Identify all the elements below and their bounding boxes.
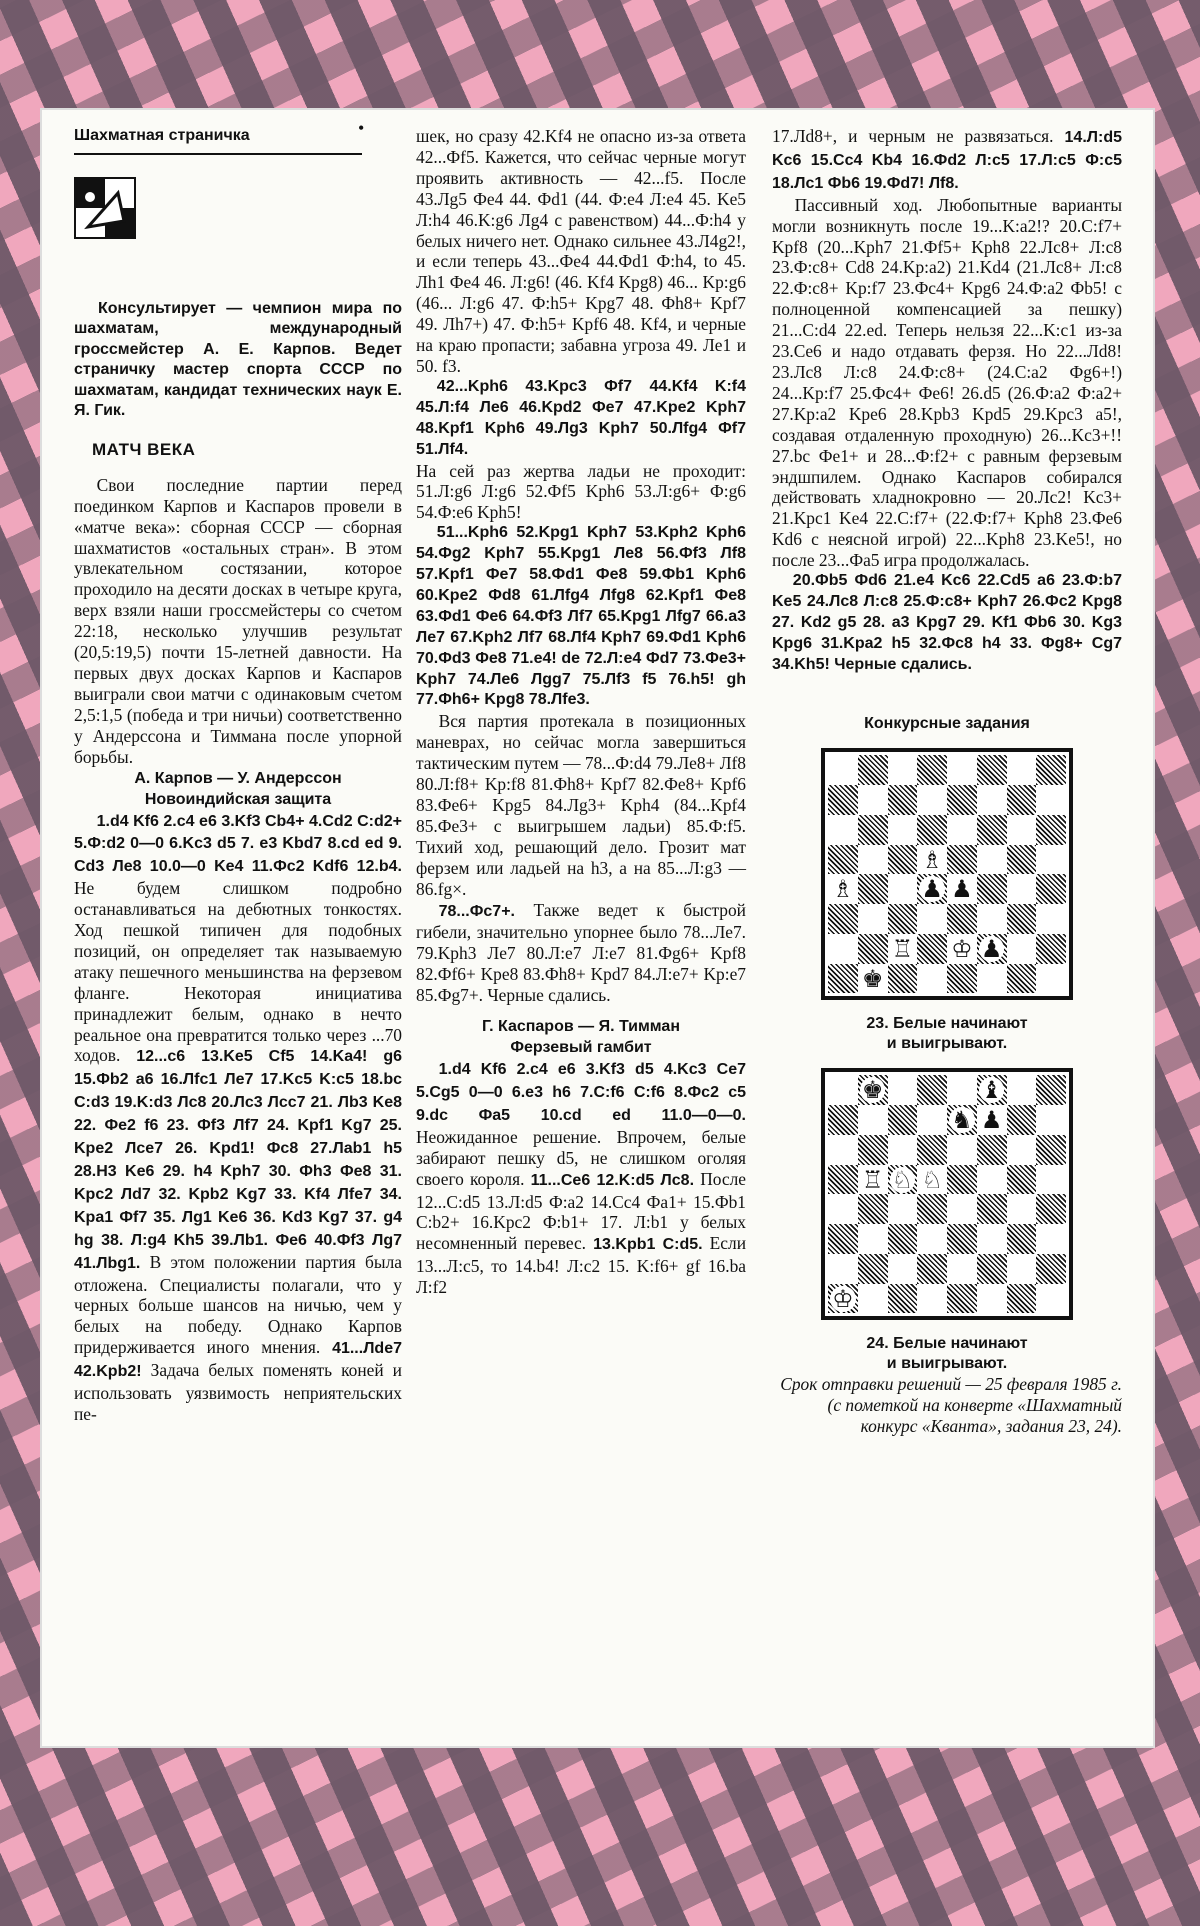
board-square	[828, 755, 858, 785]
comment: Задача белых поменять коней и использовать уязвимость неприятельских пе-	[74, 1360, 402, 1424]
board-square	[1007, 904, 1037, 934]
game1-players: А. Карпов — У. Андерссон	[134, 769, 342, 787]
board-square	[1036, 1224, 1066, 1254]
chess-piece-icon: ♗	[832, 875, 854, 904]
board-square	[977, 1284, 1007, 1314]
board-square	[917, 1254, 947, 1284]
board-square	[917, 1224, 947, 1254]
chess-piece-icon: ♖	[861, 1165, 884, 1194]
board-square	[977, 1105, 1007, 1135]
board-square	[977, 904, 1007, 934]
board-square	[947, 874, 977, 904]
caption-line: и выигрывают.	[886, 1035, 1008, 1053]
board-square	[858, 964, 888, 994]
game2-players: Г. Каспаров — Я. Тимман	[482, 1018, 680, 1036]
board-square	[1036, 1105, 1066, 1135]
board-square	[947, 964, 977, 994]
board-square	[1007, 934, 1037, 964]
board-square	[917, 1105, 947, 1135]
board-square	[858, 1165, 888, 1195]
paragraph: Пассивный ход. Любопытные варианты могли возникнуть после 19...K:a2!? 20.C:f7+ Kpf8 (20...Kph7 21.Фf5+ Kph8 22.Лc8+ Л:c8 23.Ф:c8+ Cd8 24.Kp:a2) 21.Kd4 (21.Лc8+ Л:c8 22.Ф:c8+ Kp:f7 23.Фc4+ Kpg6 24.Ф:a2 Фb5! с полноценной компенсацией за пешку) 21...C:d4 22.ed. Теперь нельзя 22...K:c1 из-за 23.Ce6 и надо отдавать ферзя. Но 22...Лd8! 23.Лc8 Л:c8 24.Ф:c8+ (24.C:a2 Фg6+!) 24...Kp:f7 25.Фc4+ Фe6! 26.d5 (26.Ф:a2 Ф:a2+ 27.Kp:a2 Kpe6 28.Kpb3 Kpd5 29.Kpc3 a5!, создавая отдаленную проходную) 26...Kc3+!! 27.bc Фe1+ и 28...Ф:f2+ с равным ферзевым эндшпилем. Однако Каспаров собирался действовать хладнокровно — 20.Лc2! Kc3+ 21.Kpc1 Ke4 22.C:f7+ (22.Ф:f7+ Kph8 23.Фe6 Kd6 с неясной игрой) 22...Kph8 23.Ke5!, но после 23...Фa5 игра продолжалась.	[772, 194, 1122, 571]
comment: В этом положении партия была отложена. Специалисты полагали, что у черных больше шансов на ничью, чем у белых на победу. Однако Карпов придерживается иного мнения.	[74, 1251, 402, 1358]
board-square	[1036, 1284, 1066, 1314]
comment: Неожиданное решение. Впрочем, белые забирают пешку d5, не слишком оголяя своего короля.	[416, 1126, 746, 1189]
board-square	[1007, 785, 1037, 815]
board-square	[1007, 964, 1037, 994]
board-square	[1036, 874, 1066, 904]
board-square	[1007, 1105, 1037, 1135]
diagram-23-caption	[772, 1014, 1122, 1054]
chess-piece-icon: ♘	[921, 1165, 943, 1194]
magazine-page	[40, 108, 1155, 1748]
board-square	[888, 1105, 918, 1135]
board-square	[947, 755, 977, 785]
board-square	[888, 964, 918, 994]
chess-piece-icon: ♞	[951, 1106, 973, 1135]
caption-line: 24. Белые начинают	[866, 1335, 1028, 1353]
board-square	[858, 845, 888, 875]
board-square	[858, 1254, 888, 1284]
board-square	[917, 964, 947, 994]
board-square	[977, 1254, 1007, 1284]
board-square	[947, 1075, 977, 1105]
board-square	[1036, 904, 1066, 934]
board-square	[1007, 755, 1037, 785]
board-square	[858, 1135, 888, 1165]
board-square	[888, 1284, 918, 1314]
chess-piece-icon: ♘	[891, 1165, 914, 1194]
board-square	[947, 904, 977, 934]
chess-piece-icon: ♟	[980, 934, 1003, 963]
board-square	[977, 815, 1007, 845]
section-heading: Шахматная страничка	[74, 126, 362, 155]
chess-piece-icon: ♔	[951, 934, 973, 963]
comment: Не будем слишком подробно останавливаться на дебютных тонкостях. Ход пешкой типичен для подобных позиций, он определяет так называемую атаку пешечного меньшинства на ферзевом фланге. Некоторая инициатива принадлежит белым, однако в нечто реальное она превратится только через ...70 ходов.	[74, 878, 402, 1066]
comment: Также ведет к быстрой гибели, значительно упорнее было 78...Лe7. 79.Kph3 Лe7 80.Л:e7 Л:e7 81.Фg6+ Kpf8 82.Фf6+ Kpe8 83.Фh8+ Kpd7 84.Л:e7+ Kp:e7 85.Фg7+. Черные сдались.	[416, 899, 746, 1006]
board-square	[858, 1105, 888, 1135]
board-square	[1036, 1194, 1066, 1224]
board-square	[1036, 934, 1066, 964]
board-square	[888, 1194, 918, 1224]
board-square	[888, 845, 918, 875]
printing-dot: •	[358, 118, 365, 138]
board-square	[828, 1075, 858, 1105]
board-square	[947, 1105, 977, 1135]
board-square	[947, 1165, 977, 1195]
moves: 78...Фc7+.	[438, 902, 515, 920]
board-square	[828, 845, 858, 875]
board-square	[888, 815, 918, 845]
chess-piece-icon: ♚	[861, 964, 884, 993]
board-square	[828, 1254, 858, 1284]
board-square	[947, 1135, 977, 1165]
column-2	[416, 126, 746, 1298]
chess-piece-icon: ♖	[891, 934, 914, 963]
paragraph: Вся партия протекала в позиционных маневрах, но сейчас могла завершиться тактическим путем — 78...Ф:d4 79.Лe8+ Лf8 80.Л:f8+ Kp:f8 81.Фh8+ Kpf7 82.Фe8+ Kpf6 83.Фe6+ Kpg5 84.Лg3+ Kph4 (84...Kpf4 85.Фe3+ с выигрышем ладьи) 85.Ф:f5. Тихий ход, решающий дело. Грозит мат ферзем или ладьей на h3, а на 85...Л:g3 — 86.fg×.	[416, 711, 746, 899]
board-square	[917, 1165, 947, 1195]
board-square	[917, 845, 947, 875]
moves: 14.Л:d5 Kc6 15.Cc4 Kb4 16.Фd2 Л:c5 17.Л:c5 Ф:c5 18.Лc1 Фb6 19.Фd7! Лf8.	[772, 129, 1122, 192]
board-square	[828, 1284, 858, 1314]
paragraph: На сей раз жертва ладьи не проходит: 51.Л:g6 Л:g6 52.Фf5 Kph6 53.Л:g6+ Ф:g6 54.Ф:e6 Kph5!	[416, 460, 746, 523]
board-square	[1007, 1165, 1037, 1195]
diagram-24-caption	[772, 1334, 1122, 1374]
board-square	[828, 1224, 858, 1254]
moves: 13.Kpb1 C:d5.	[593, 1236, 703, 1254]
chess-piece-icon: ♟	[980, 1106, 1003, 1135]
board-square	[1007, 845, 1037, 875]
moves: 1.d4 Kf6 2.c4 e6 3.Kf3 Cb4+ 4.Cd2 C:d2+ 5.Ф:d2 0—0 6.Kc3 d5 7. e3 Kbd7 8.cd ed 9. Cd3 Лe8 10.0—0 Ke4 11.Фc2 Kdf6 12.b4.	[74, 812, 402, 876]
board-square	[858, 785, 888, 815]
board-square	[947, 785, 977, 815]
board-square	[977, 1165, 1007, 1195]
board-square	[858, 1224, 888, 1254]
board-square	[828, 1165, 858, 1195]
board-square	[917, 755, 947, 785]
board-square	[977, 845, 1007, 875]
board-square	[917, 1194, 947, 1224]
board-square	[1007, 1135, 1037, 1165]
board-square	[947, 1284, 977, 1314]
board-square	[1036, 1254, 1066, 1284]
board-square	[888, 785, 918, 815]
board-square	[917, 934, 947, 964]
board-square	[1007, 1284, 1037, 1314]
board-square	[828, 934, 858, 964]
chess-board	[828, 1075, 1066, 1313]
board-square	[1036, 964, 1066, 994]
moves: 51...Kph6 52.Kpg1 Kph7 53.Kph2 Kph6 54.Фg2 Kph7 55.Kpg1 Лe8 56.Фf3 Лf8 57.Kpf1 Фe7 58.Фd1 Фe8 59.Фb1 Kph6 60.Kpe2 Фd8 61.Лfg4 Лfg8 62.Kpf1 Фe8 63.Фd1 Фe6 64.Фf3 Лf7 65.Kpg1 Лfg7 66.a3 Лe7 67.Kph2 Лf7 68.Лf4 Kph7 69.Фd1 Kph6 70.Фd3 Фe8 71.e4! de 72.Л:e4 Фd7 73.Фe3+ Kph7 74.Лe6 Лgg7 75.Лf3 f5 76.h5! gh 77.Фh6+ Kpg8 78.Лfe3.	[416, 524, 746, 709]
board-square	[977, 1075, 1007, 1105]
board-square	[1007, 815, 1037, 845]
board-square	[977, 874, 1007, 904]
board-square	[977, 755, 1007, 785]
board-square	[888, 1165, 918, 1195]
board-square	[917, 1135, 947, 1165]
moves: 11...Ce6 12.K:d5 Лc8.	[530, 1171, 695, 1189]
board-square	[977, 964, 1007, 994]
board-square	[858, 934, 888, 964]
board-square	[1007, 1194, 1037, 1224]
column-3	[772, 126, 1122, 1437]
board-square	[858, 755, 888, 785]
board-square	[947, 1224, 977, 1254]
board-square	[947, 934, 977, 964]
magazine-logo-icon	[74, 177, 136, 239]
board-square	[917, 785, 947, 815]
comment: 17.Лd8+, и черным не развязаться.	[772, 126, 1054, 146]
board-square	[977, 1224, 1007, 1254]
moves: 1.d4 Kf6 2.c4 e6 3.Kf3 d5 4.Kc3 Ce7 5.Cg5 0—0 6.e3 h6 7.C:f6 C:f6 8.Фc2 c5 9.dc Фa5 10.cd ed 11.0—0—0.	[416, 1061, 746, 1124]
board-square	[888, 755, 918, 785]
chess-piece-icon: ♟	[951, 875, 973, 904]
article-title: МАТЧ ВЕКА	[92, 439, 196, 459]
moves: 42...Kph6 43.Kpc3 Фf7 44.Kf4 K:f4 45.Л:f4 Лe6 46.Kpd2 Фe7 47.Kpe2 Kph7 48.Kpf1 Kph6 49.Лg3 Kph7 50.Лfg4 Фf7 51.Лf4.	[416, 377, 746, 458]
board-square	[1036, 1165, 1066, 1195]
board-square	[1007, 874, 1037, 904]
board-square	[858, 1194, 888, 1224]
board-square	[858, 874, 888, 904]
board-square	[888, 1254, 918, 1284]
chess-piece-icon: ♚	[861, 1076, 884, 1105]
board-square	[947, 845, 977, 875]
board-square	[947, 1194, 977, 1224]
board-square	[858, 1075, 888, 1105]
board-square	[888, 904, 918, 934]
board-square	[1007, 1075, 1037, 1105]
caption-line: и выигрывают.	[886, 1355, 1008, 1373]
board-square	[888, 1075, 918, 1105]
board-square	[888, 1224, 918, 1254]
intro-text: Консультирует — чемпион мира по шахматам, международный гроссмейстер А. Е. Карпов. Ведет страничку мастер спорта СССР по шахматам, кандидат технических наук Е. Я. Гик.	[74, 299, 402, 420]
board-square	[858, 904, 888, 934]
board-square	[828, 1105, 858, 1135]
board-square	[1036, 755, 1066, 785]
board-square	[828, 1135, 858, 1165]
board-square	[888, 1135, 918, 1165]
moves: 12...c6 13.Ke5 Cf5 14.Ka4! g6 15.Фb2 a6 16.Лfc1 Лe7 17.Kc5 K:c5 18.bc C:d3 19.K:d3 Лc8 20.Лc3 Лcc7 21. Лb3 Ke8 22. Фe2 f6 23. Фf3 Лf7 24. Kpf1 Kg7 25. Kpe2 Лce7 26. Kpd1! Фc8 27.Лab1 h5 28.H3 Ke6 29. h4 Kph7 30. Фh3 Фe8 31. Kpc2 Лd7 32. Kpb2 Kg7 33. Kf4 Лfe7 34. Kpa1 Фf7 35. Лg1 Ke6 36. Kd3 Kg7 37. g4 hg 38. Л:g4 Kh5 39.Лb1. Фe6 40.Фf3 Лg7 41.Лbg1.	[74, 1048, 402, 1272]
caption-line: 23. Белые начинают	[866, 1015, 1028, 1033]
chess-piece-icon: ♟	[921, 875, 943, 904]
board-square	[917, 874, 947, 904]
board-square	[1036, 845, 1066, 875]
contest-title: Конкурсные задания	[864, 714, 1030, 732]
board-square	[917, 815, 947, 845]
board-square	[1036, 815, 1066, 845]
moves: 20.Фb5 Фd6 21.e4 Kc6 22.Cd5 a6 23.Ф:b7 Ke5 24.Лc8 Л:c8 25.Ф:c8+ Kph7 26.Фc2 Kpg8 27. Kd2 g5 28. a3 Kpg7 29. Kf1 Фb6 30. Kg3 Kpg6 31.Kpa2 h5 32.Фc8 h4 33. Фg8+ Cg7 34.Kh5! Черные сдались.	[772, 572, 1122, 673]
paragraph: шек, но сразу 42.Kf4 не опасно из-за ответа 42...Фf5. Кажется, что сейчас черные могут проявить активность — 42...f5. После 43.Лg5 Фe4 44. Фd1 (44. Ф:e4 Л:e4 45. Ke5 Л:h4 46.K:g6 Лg4 с равенством) 44...Ф:h4 у белых ничего нет. Однако сильнее 43.Л4g2!, и если теперь 43...Фe4 44.Фd1 Ф:h4, to 45. Лh1 Фe4 46. Л:g6! (46. Kf4 Kpg8) 46... Kp:g6 (46... Л:g6 47. Ф:h5+ Kpg7 48. Фh8+ Kpf7 49. Лh7+) 47. Ф:h5+ Kpf6 48. Kf4, и черные на краю пропасти; забавна угроза 49. Лe1 и 50. f3.	[416, 126, 746, 376]
game1-opening: Новоиндийская защита	[144, 790, 332, 808]
game2-opening: Ферзевый гамбит	[510, 1039, 652, 1057]
board-square	[977, 785, 1007, 815]
board-square	[977, 1194, 1007, 1224]
board-square	[1007, 1224, 1037, 1254]
chess-diagram-24	[821, 1068, 1073, 1320]
board-square	[917, 1075, 947, 1105]
board-square	[977, 1135, 1007, 1165]
paragraph: Свои последние партии перед поединком Карпов и Каспаров провели в «матче века»: сборная СССР — сборная шахматистов «остальных стран». В этом увлекательном состязании, которое проходило на десяти досках в четыре круга, верх взяли наши гроссмейстеры со счетом 22:18, несколько улучшив результат (20,5:19,5) почти 15-летней давности. На первых двух досках Карпов и Каспаров выиграли свои матчи с одинаковым счетом 2,5:1,5 (победа и три ничьи) соответственно у Андерссона и Тиммана после упорной борьбы.	[74, 474, 402, 767]
board-square	[1036, 1135, 1066, 1165]
board-square	[1036, 785, 1066, 815]
board-square	[828, 964, 858, 994]
board-square	[828, 785, 858, 815]
moves: 41...Лde7 42.Kpb2!	[74, 1340, 402, 1381]
deadline-note: Срок отправки решений — 25 февраля 1985 г. (с пометкой на конверте «Шахматный конкурс «Кванта», задания 23, 24).	[780, 1374, 1122, 1437]
chess-piece-icon: ♗	[921, 845, 943, 874]
chess-piece-icon: ♝	[980, 1076, 1003, 1105]
column-1	[74, 126, 402, 1425]
board-square	[888, 934, 918, 964]
chess-diagram-23	[821, 748, 1073, 1000]
board-square	[828, 1194, 858, 1224]
board-square	[828, 874, 858, 904]
board-square	[858, 815, 888, 845]
board-square	[917, 904, 947, 934]
chess-piece-icon: ♔	[832, 1284, 854, 1313]
board-square	[947, 1254, 977, 1284]
comment: После 12...C:d5 13.Л:d5 Ф:a2 14.Cc4 Фa1+ 15.Фb1 C:b2+ 16.Kpc2 Ф:b1+ 17. Л:b1 у белых несомненный перевес.	[416, 1168, 746, 1254]
board-square	[1007, 1254, 1037, 1284]
board-square	[917, 1284, 947, 1314]
board-square	[1036, 1075, 1066, 1105]
board-square	[828, 904, 858, 934]
board-square	[947, 815, 977, 845]
chess-board	[828, 755, 1066, 993]
board-square	[828, 815, 858, 845]
board-square	[858, 1284, 888, 1314]
comment: Если 13...Л:c5, то 14.b4! Л:c2 15. K:f6+ gf 16.ba Л:f2	[416, 1233, 746, 1298]
board-square	[888, 874, 918, 904]
board-square	[977, 934, 1007, 964]
